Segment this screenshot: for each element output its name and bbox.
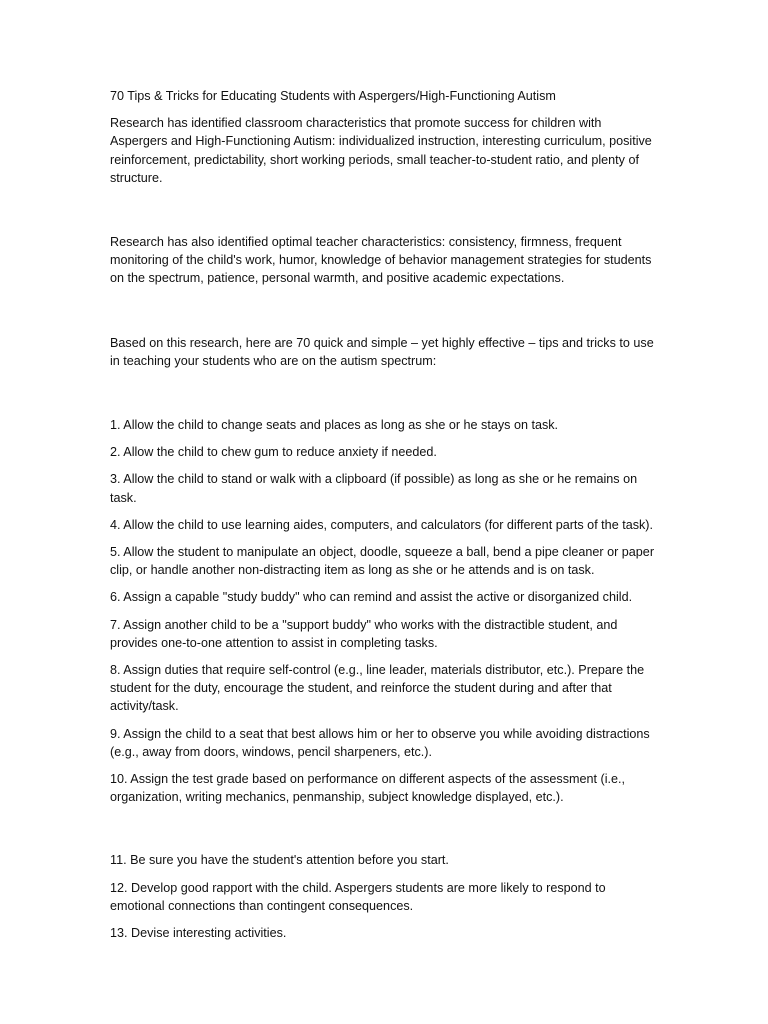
document-page xyxy=(110,87,658,951)
list-item: 13. Devise interesting activities. xyxy=(110,926,287,941)
list-spacer xyxy=(110,815,658,851)
intro-paragraph-teacher: Research has also identified optimal teacher characteristics: consistency, firmness, frequent monitoring of the child's work, humor, knowledge of behavior management strategies for students on the spectrum, patience, personal warmth, and positive academic expectations. xyxy=(110,235,652,286)
intro-paragraph-tips: Based on this research, here are 70 quick and simple – yet highly effective – tips and tricks to use in teaching your students who are on the autism spectrum: xyxy=(110,335,654,368)
paragraph-spacer xyxy=(110,379,658,416)
list-item: 5. Allow the student to manipulate an object, doodle, squeeze a ball, bend a pipe cleaner or paper clip, or handle another non-distracting item as long as she or he attends and is on task. xyxy=(110,545,655,578)
list-item: 2. Allow the child to chew gum to reduce anxiety if needed. xyxy=(110,445,437,460)
paragraph-spacer xyxy=(110,196,658,233)
document-title: 70 Tips & Tricks for Educating Students with Aspergers/High-Functioning Autism xyxy=(110,89,556,103)
list-item: 9. Assign the child to a seat that best allows him or her to observe you while avoiding distractions (e.g., away from doors, windows, pencil sharpeners, etc.). xyxy=(110,726,650,759)
list-item: 6. Assign a capable "study buddy" who can remind and assist the active or disorganized child. xyxy=(110,590,633,605)
tips-list xyxy=(110,416,658,942)
list-item: 11. Be sure you have the student's attention before you start. xyxy=(110,853,449,868)
list-item: 1. Allow the child to change seats and places as long as she or he stays on task. xyxy=(110,418,559,433)
list-item: 12. Develop good rapport with the child. Aspergers students are more likely to respond to emotional connections than contingent consequences. xyxy=(110,880,606,913)
list-item: 10. Assign the test grade based on performance on different aspects of the assessment (i.e., organization, writing mechanics, penmanship, subject knowledge displayed, etc.). xyxy=(110,772,626,805)
list-item: 8. Assign duties that require self-control (e.g., line leader, materials distributor, etc.). Prepare the student for the duty, encourage the student, and reinforce the student during and after that activity/task. xyxy=(110,663,645,714)
paragraph-spacer xyxy=(110,297,658,334)
list-item: 3. Allow the child to stand or walk with a clipboard (if possible) as long as she or he remains on task. xyxy=(110,472,638,505)
intro-paragraph-classroom: Research has identified classroom characteristics that promote success for children with Aspergers and High-Functioning Autism: individualized instruction, interesting curriculum, positive reinforcement, predictability, short working periods, small teacher-to-student ratio, and plenty of structure. xyxy=(110,116,652,185)
list-item: 4. Allow the child to use learning aides, computers, and calculators (for different parts of the task). xyxy=(110,517,653,532)
list-item: 7. Assign another child to be a "support buddy" who works with the distractible student, and provides one-to-one attention to assist in completing tasks. xyxy=(110,617,618,650)
